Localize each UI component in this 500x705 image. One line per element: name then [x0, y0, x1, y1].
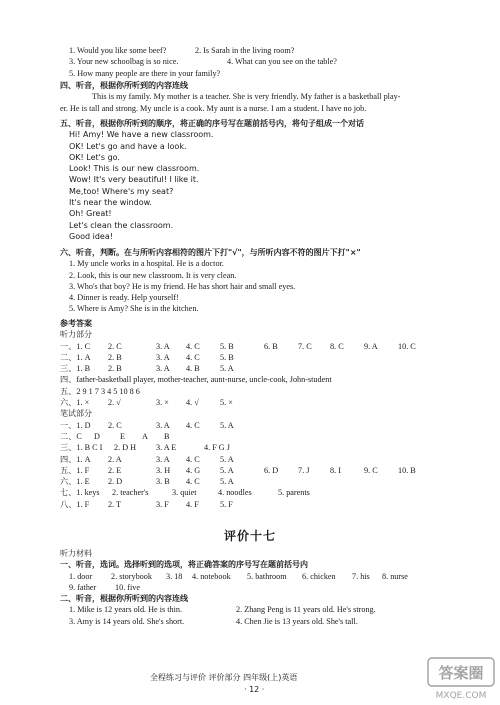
svg-text:MXQE.COM: MXQE.COM: [435, 691, 487, 701]
listening-material-label: 听力材料: [60, 549, 92, 558]
item-4: 4. What can you see on the table?: [227, 57, 337, 67]
answer-row: 四、1. A 2. A 3. A 4. C 5. A: [60, 454, 234, 464]
answer-row: 一、1. D 2. C 3. A 4. C 5. A: [60, 420, 234, 430]
item-1: 1. Would you like some beef?: [69, 46, 167, 55]
listening-item: 4. Dinner is ready. Help yourself!: [69, 293, 179, 303]
watermark-logo: [426, 654, 496, 702]
section-heading: 一、听音，选词。选择听到的选项，将正确答案的序号写在题前括号内: [60, 560, 308, 570]
answer-row: 二、1. A 2. B 3. A 4. C 5. B: [60, 352, 234, 362]
written-part-label: 笔试部分: [60, 409, 92, 419]
answer-row: 一、1. C 2. C 3. A 4. C 5. B 6. B 7. C 8. C 9. A 10. C: [60, 341, 416, 351]
page-title: 评价十七: [223, 529, 276, 543]
listening-item-row: 3. Amy is 14 years old. She's short. 4. Chen Jie is 13 years old. She's tall.: [69, 616, 358, 626]
page-footer: 全程练习与评价 评价部分 四年级(上)英语: [150, 673, 298, 682]
answer-row: 三、1. B C I 2. D H 3. A E 4. F G J: [60, 443, 230, 453]
page-number: · 12 ·: [244, 685, 265, 694]
paragraph-line: This is my family. My mother is a teacher. She is very friendly. My father is a basketball play-: [92, 92, 401, 102]
listening-part-label: 听力部分: [60, 330, 92, 340]
answer-row: 六、1. × 2. √ 3. × 4. √ 5. ×: [60, 398, 233, 408]
section-heading: 四、听音，根据你所听到的内容连线: [60, 81, 188, 90]
answer-key: [0, 318, 500, 510]
dialogue-line: Look! This is our new classroom.: [69, 164, 200, 174]
listening-item: 1. My uncle works in a hospital. He is a doctor.: [69, 259, 224, 269]
dialogue-line: OK! Let's go and have a look.: [69, 141, 187, 151]
listening-material: [0, 548, 500, 627]
word-list: 9. father 10. five: [69, 582, 141, 592]
answer-row: 五、2 9 1 7 3 4 5 10 8 6: [60, 386, 140, 396]
section-5: [0, 118, 500, 242]
section-heading: 五、听音，根据你所听到的顺序，将正确的序号写在题前括号内，将句子组成一个对话: [60, 119, 364, 128]
section-heading: 二、听音，根据你所听到的内容连线: [60, 594, 188, 604]
listening-item: 5. Where is Amy? She is in the kitchen.: [69, 304, 199, 314]
item-5: 5. How many people are there in your family?: [69, 68, 221, 78]
watermark-text: 答案圈: [438, 664, 484, 682]
listening-item: 3. Who's that boy? He is my friend. He has short hair and small eyes.: [69, 281, 296, 291]
dialogue-line: Me,too! Where's my seat?: [69, 186, 174, 196]
listening-item-row: 1. Mike is 12 years old. He is thin. 2. Zhang Peng is 11 years old. He's strong.: [69, 605, 376, 615]
item-2: 2. Is Sarah in the living room?: [195, 46, 295, 55]
answer-row: 五、1. F 2. E 3. H 4. G 5. A 6. D 7. J 8. I 9. C 10. B: [60, 465, 416, 475]
paragraph-line: er. He is tall and strong. My uncle is a cook. My aunt is a nurse. I am a student. I have no job.: [60, 103, 367, 113]
top-items: [0, 45, 500, 79]
listening-item: 2. Look, this is our new classroom. It is very clean.: [69, 270, 237, 280]
dialogue-line: Wow! It's very beautiful! I like it.: [69, 175, 199, 185]
dialogue-line: OK! Let's go.: [69, 152, 120, 162]
section-heading: 六、听音，判断。在与所听内容相符的图片下打"√"，与所听内容不符的图片下打"×": [60, 248, 361, 257]
answer-row: 八、1. F 2. T 3. F 4. F 5. F: [60, 499, 233, 509]
answer-row: 六、1. E 2. D 3. B 4. C 5. A: [60, 477, 234, 487]
answer-row: 四、father-basketball player, mother-teacher, aunt-nurse, uncle-cook, John-student: [60, 375, 332, 385]
dialogue-line: Hi! Amy! We have a new classroom.: [69, 130, 214, 140]
section-4: [0, 80, 500, 114]
dialogue-line: Good idea!: [69, 231, 113, 241]
item-3: 3. Your new schoolbag is so nice.: [69, 57, 179, 67]
dialogue-line: Oh! Great!: [69, 209, 112, 219]
dialogue-line: Let's clean the classroom.: [69, 220, 174, 230]
answer-row: 二、C D E A B: [60, 431, 170, 441]
dialogue-line: It's near the window.: [69, 198, 152, 208]
answer-row: 三、1. B 2. B 3. A 4. B 5. A: [60, 364, 234, 374]
answers-title: 参考答案: [60, 319, 92, 328]
answer-row: 七、1. keys 2. teacher's 3. quiet 4. noodles 5. parents: [60, 488, 310, 498]
section-6: [0, 247, 500, 315]
word-list: 1. door 2. storybook 3. 18 4. notebook 5. bathroom 6. chicken 7. his 8. nurse: [69, 571, 408, 581]
